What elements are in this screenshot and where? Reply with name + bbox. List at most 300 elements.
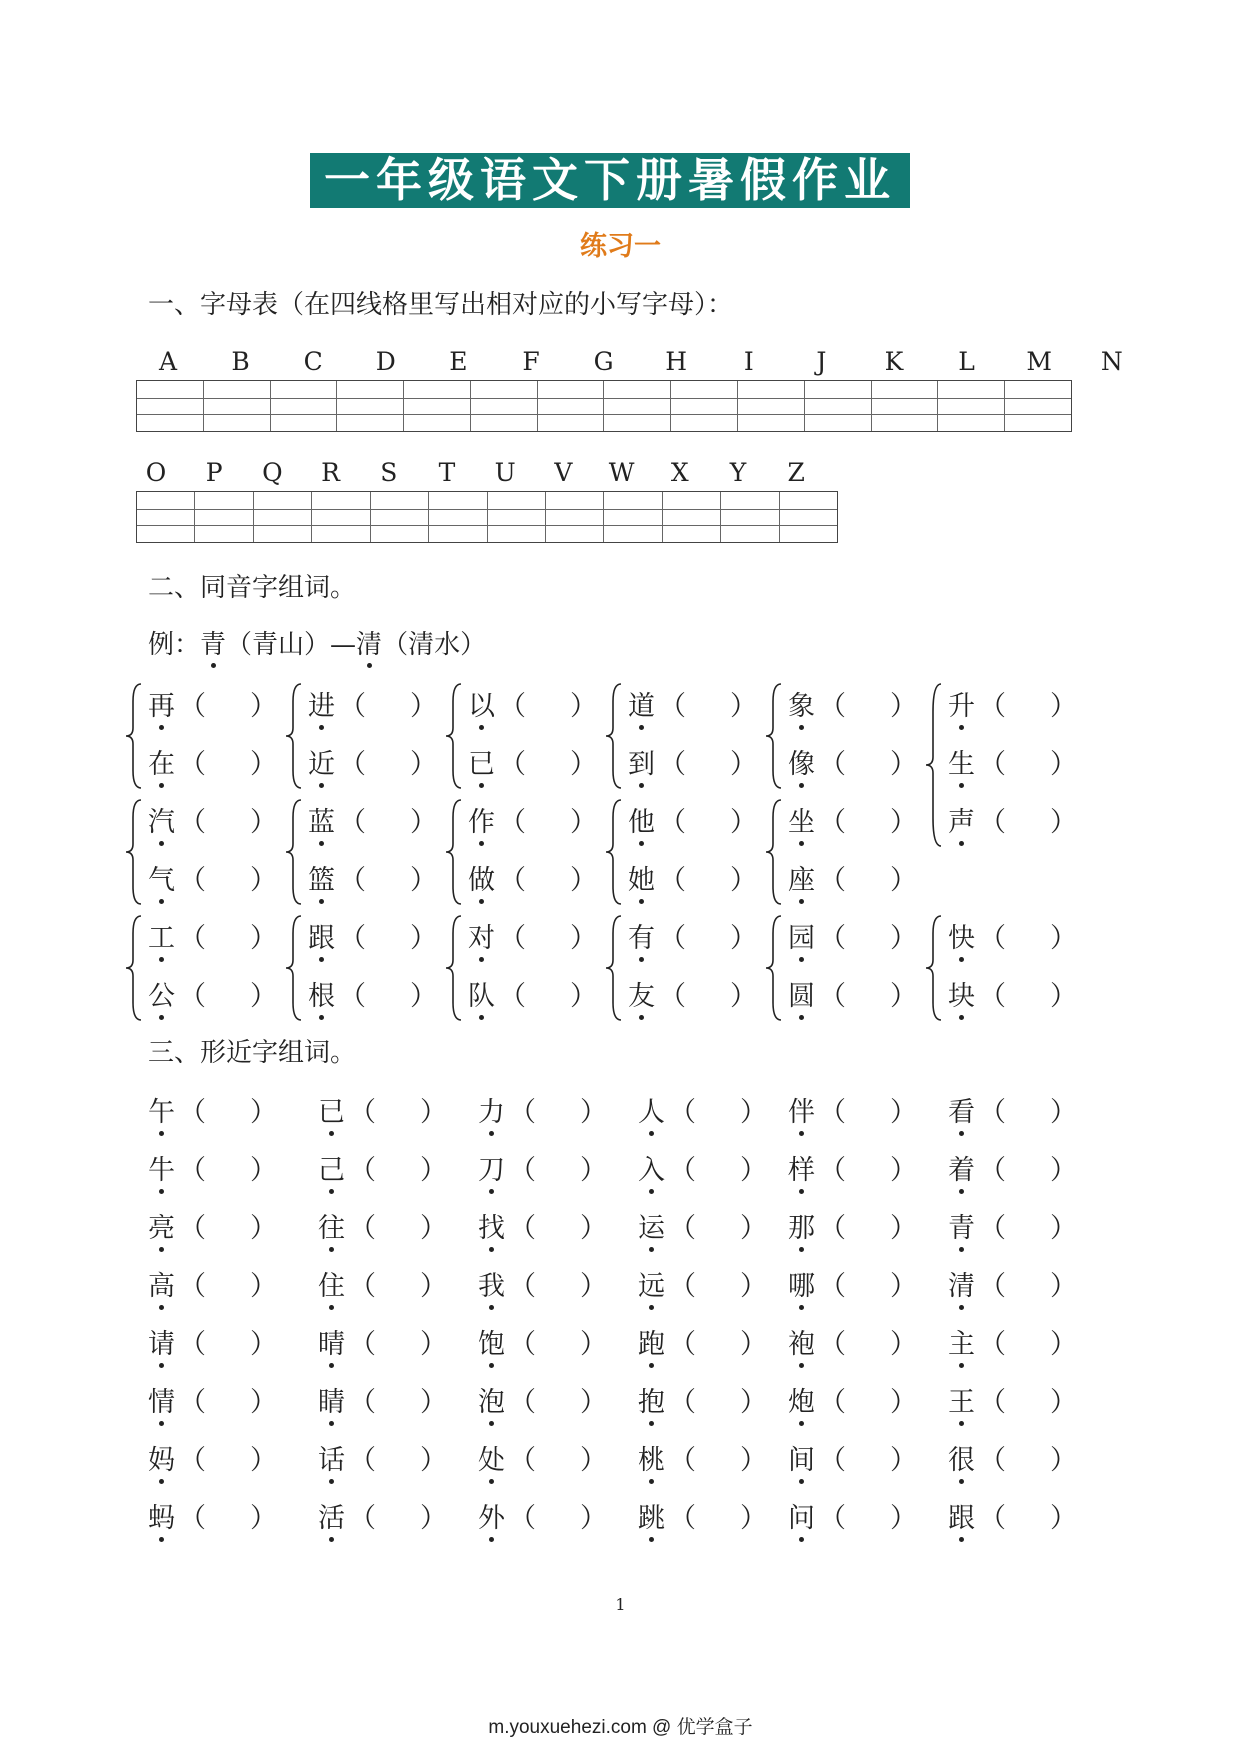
answer-blank[interactable]: （ ） — [819, 1387, 917, 1418]
answer-blank[interactable]: （ ） — [509, 1155, 607, 1186]
page-number: 1 — [615, 1595, 626, 1614]
letter-R: R — [321, 458, 340, 487]
similar-char-item — [948, 1148, 1077, 1187]
brace-icon — [604, 798, 624, 906]
answer-blank[interactable]: （ ） — [349, 1387, 447, 1418]
homophone-item — [948, 916, 1077, 955]
target-char: 进 — [308, 684, 335, 723]
target-char: 园 — [788, 916, 815, 955]
answer-blank[interactable]: （ ） — [979, 1213, 1077, 1244]
target-char: 对 — [468, 916, 495, 955]
target-char: 有 — [628, 916, 655, 955]
answer-blank[interactable]: （ ） — [669, 1097, 767, 1128]
target-char: 座 — [788, 858, 815, 897]
target-char: 跑 — [638, 1322, 665, 1361]
answer-blank[interactable]: （ ） — [979, 1155, 1077, 1186]
homophone-item — [468, 974, 597, 1013]
grid-cell[interactable] — [137, 381, 204, 431]
letter-D: D — [375, 347, 396, 376]
similar-char-item — [948, 1264, 1077, 1303]
example-dash: — — [330, 630, 357, 660]
answer-blank[interactable]: （ ） — [179, 923, 277, 954]
homophone-item — [468, 800, 597, 839]
target-char: 袍 — [788, 1322, 815, 1361]
brace-icon — [444, 682, 464, 790]
answer-blank[interactable]: （ ） — [179, 691, 277, 722]
answer-blank[interactable]: （ ） — [669, 1503, 767, 1534]
answer-blank[interactable]: （ ） — [669, 1445, 767, 1476]
section1-heading: 一、字母表（在四线格里写出相对应的小写字母）： — [148, 290, 734, 320]
letter-I: I — [743, 347, 754, 376]
four-line-grid-2[interactable] — [136, 491, 838, 543]
homophone-item — [788, 742, 917, 781]
answer-blank[interactable]: （ ） — [509, 1213, 607, 1244]
answer-blank[interactable]: （ ） — [349, 1097, 447, 1128]
answer-blank[interactable]: （ ） — [179, 865, 277, 896]
answer-blank[interactable]: （ ） — [979, 807, 1077, 838]
grid-cell[interactable] — [404, 381, 471, 431]
answer-blank[interactable]: （ ） — [499, 865, 597, 896]
answer-blank[interactable]: （ ） — [819, 923, 917, 954]
answer-blank[interactable]: （ ） — [819, 691, 917, 722]
brace-icon — [924, 682, 944, 848]
answer-blank[interactable]: （ ） — [979, 1329, 1077, 1360]
similar-char-item — [148, 1380, 277, 1419]
grid-cell[interactable] — [780, 492, 837, 542]
similar-char-item — [318, 1322, 447, 1361]
answer-blank[interactable]: （ ） — [339, 691, 437, 722]
answer-blank[interactable]: （ ） — [819, 1503, 917, 1534]
answer-blank[interactable]: （ ） — [179, 1213, 277, 1244]
grid-cell[interactable] — [195, 492, 253, 542]
answer-blank[interactable]: （ ） — [659, 691, 757, 722]
answer-blank[interactable]: （ ） — [669, 1213, 767, 1244]
similar-char-item — [318, 1380, 447, 1419]
brace-icon — [284, 682, 304, 790]
letter-B: B — [231, 347, 250, 376]
answer-blank[interactable]: （ ） — [349, 1213, 447, 1244]
letter-X: X — [670, 458, 689, 487]
grid-cell[interactable] — [738, 381, 805, 431]
answer-blank[interactable]: （ ） — [179, 749, 277, 780]
answer-blank[interactable]: （ ） — [349, 1329, 447, 1360]
letter-C: C — [303, 347, 323, 376]
example-char-1: 青 — [200, 624, 226, 661]
answer-blank[interactable]: （ ） — [979, 691, 1077, 722]
brace-icon — [444, 914, 464, 1022]
brace-icon — [604, 914, 624, 1022]
letter-U: U — [494, 458, 516, 487]
target-char: 快 — [948, 916, 975, 955]
similar-char-item — [478, 1438, 607, 1477]
letter-E: E — [449, 347, 468, 376]
brace-icon — [284, 914, 304, 1022]
target-char: 刀 — [478, 1148, 505, 1187]
similar-char-item — [148, 1438, 277, 1477]
homophone-item — [788, 974, 917, 1013]
answer-blank[interactable]: （ ） — [979, 1097, 1077, 1128]
brace-icon — [124, 682, 144, 790]
brace-icon — [444, 798, 464, 906]
target-char: 在 — [148, 742, 175, 781]
target-char: 生 — [948, 742, 975, 781]
similar-char-item — [638, 1206, 767, 1245]
answer-blank[interactable]: （ ） — [819, 981, 917, 1012]
target-char: 伴 — [788, 1090, 815, 1129]
grid-cell[interactable] — [371, 492, 429, 542]
example-char-2: 清 — [356, 624, 382, 661]
answer-blank[interactable]: （ ） — [509, 1503, 607, 1534]
homophone-item — [148, 684, 277, 723]
target-char: 情 — [148, 1380, 175, 1419]
similar-char-item — [148, 1322, 277, 1361]
answer-blank[interactable]: （ ） — [179, 1155, 277, 1186]
answer-blank[interactable]: （ ） — [339, 981, 437, 1012]
answer-blank[interactable]: （ ） — [979, 1503, 1077, 1534]
answer-blank[interactable]: （ ） — [819, 865, 917, 896]
letter-J: J — [816, 347, 827, 376]
letter-K: K — [884, 347, 904, 376]
target-char: 桃 — [638, 1438, 665, 1477]
answer-blank[interactable]: （ ） — [509, 1271, 607, 1302]
grid-cell[interactable] — [538, 381, 605, 431]
letter-S: S — [380, 458, 398, 487]
answer-blank[interactable]: （ ） — [349, 1445, 447, 1476]
target-char: 运 — [638, 1206, 665, 1245]
target-char: 饱 — [478, 1322, 505, 1361]
target-char: 往 — [318, 1206, 345, 1245]
answer-blank[interactable]: （ ） — [979, 923, 1077, 954]
section2-heading: 二、同音字组词。 — [148, 573, 357, 603]
target-char: 已 — [468, 742, 495, 781]
homophone-item — [308, 858, 437, 897]
target-char: 样 — [788, 1148, 815, 1187]
answer-blank[interactable]: （ ） — [179, 1097, 277, 1128]
target-char: 蓝 — [308, 800, 335, 839]
homophone-item — [628, 742, 757, 781]
brace-icon — [604, 682, 624, 790]
grid-cell[interactable] — [604, 381, 671, 431]
answer-blank[interactable]: （ ） — [179, 1445, 277, 1476]
similar-char-item — [948, 1496, 1077, 1535]
similar-char-item — [638, 1438, 767, 1477]
answer-blank[interactable]: （ ） — [179, 1329, 277, 1360]
homophone-item — [468, 684, 597, 723]
answer-blank[interactable]: （ ） — [349, 1271, 447, 1302]
answer-blank[interactable]: （ ） — [349, 1503, 447, 1534]
grid-cell[interactable] — [137, 492, 195, 542]
homophone-item — [148, 858, 277, 897]
grid-cell[interactable] — [254, 492, 312, 542]
brace-icon — [124, 798, 144, 906]
homophone-item — [468, 858, 597, 897]
footer-url: m.youxuehezi.com @ 优学盒子 — [488, 1717, 753, 1738]
target-char: 牛 — [148, 1148, 175, 1187]
homophone-item — [308, 974, 437, 1013]
target-char: 哪 — [788, 1264, 815, 1303]
homophone-item — [468, 742, 597, 781]
target-char: 力 — [478, 1090, 505, 1129]
target-char: 看 — [948, 1090, 975, 1129]
similar-char-item — [788, 1148, 917, 1187]
homophone-item — [628, 684, 757, 723]
answer-blank[interactable]: （ ） — [339, 923, 437, 954]
similar-char-item — [788, 1380, 917, 1419]
answer-blank[interactable]: （ ） — [659, 923, 757, 954]
letter-G: G — [593, 347, 614, 376]
target-char: 处 — [478, 1438, 505, 1477]
homophone-item — [948, 974, 1077, 1013]
answer-blank[interactable]: （ ） — [819, 1445, 917, 1476]
answer-blank[interactable]: （ ） — [669, 1329, 767, 1360]
grid-cell[interactable] — [604, 492, 662, 542]
target-char: 主 — [948, 1322, 975, 1361]
answer-blank[interactable]: （ ） — [179, 1503, 277, 1534]
answer-blank[interactable]: （ ） — [819, 1329, 917, 1360]
grid-cell[interactable] — [938, 381, 1005, 431]
grid-cell[interactable] — [312, 492, 370, 542]
answer-blank[interactable]: （ ） — [179, 807, 277, 838]
grid-cell[interactable] — [805, 381, 872, 431]
brace-icon — [764, 798, 784, 906]
similar-char-item — [788, 1496, 917, 1535]
target-char: 她 — [628, 858, 655, 897]
homophone-item — [308, 916, 437, 955]
similar-char-item — [318, 1206, 447, 1245]
grid-cell[interactable] — [671, 381, 738, 431]
answer-blank[interactable]: （ ） — [499, 749, 597, 780]
target-char: 跳 — [638, 1496, 665, 1535]
example-word-2: （清水） — [382, 630, 487, 660]
target-char: 公 — [148, 974, 175, 1013]
grid-cell[interactable] — [204, 381, 271, 431]
similar-char-item — [318, 1090, 447, 1129]
target-char: 圆 — [788, 974, 815, 1013]
brace-icon — [124, 914, 144, 1022]
answer-blank[interactable]: （ ） — [979, 981, 1077, 1012]
homophone-item — [788, 858, 917, 897]
target-char: 像 — [788, 742, 815, 781]
homophone-item — [628, 974, 757, 1013]
similar-char-item — [318, 1496, 447, 1535]
similar-char-item — [478, 1090, 607, 1129]
target-char: 再 — [148, 684, 175, 723]
answer-blank[interactable]: （ ） — [659, 749, 757, 780]
answer-blank[interactable]: （ ） — [349, 1155, 447, 1186]
homophone-item — [308, 800, 437, 839]
homophone-item — [948, 800, 1077, 839]
similar-char-item — [148, 1090, 277, 1129]
letter-H: H — [665, 347, 688, 376]
answer-blank[interactable]: （ ） — [499, 691, 597, 722]
letter-T: T — [438, 458, 456, 487]
four-line-grid-1[interactable] — [136, 380, 1072, 432]
target-char: 块 — [948, 974, 975, 1013]
target-char: 住 — [318, 1264, 345, 1303]
example-line — [148, 624, 486, 661]
answer-blank[interactable]: （ ） — [659, 981, 757, 1012]
brace-icon — [764, 682, 784, 790]
target-char: 话 — [318, 1438, 345, 1477]
target-char: 找 — [478, 1206, 505, 1245]
similar-char-item — [638, 1496, 767, 1535]
similar-char-item — [948, 1322, 1077, 1361]
answer-blank[interactable]: （ ） — [509, 1445, 607, 1476]
homophone-item — [628, 858, 757, 897]
target-char: 入 — [638, 1148, 665, 1187]
answer-blank[interactable]: （ ） — [659, 807, 757, 838]
similar-char-item — [788, 1264, 917, 1303]
target-char: 我 — [478, 1264, 505, 1303]
target-char: 王 — [948, 1380, 975, 1419]
homophone-item — [308, 684, 437, 723]
similar-char-item — [638, 1322, 767, 1361]
similar-char-item — [318, 1438, 447, 1477]
target-char: 汽 — [148, 800, 175, 839]
similar-char-item — [948, 1090, 1077, 1129]
target-char: 坐 — [788, 800, 815, 839]
answer-blank[interactable]: （ ） — [979, 1271, 1077, 1302]
target-char: 跟 — [948, 1496, 975, 1535]
target-char: 远 — [638, 1264, 665, 1303]
letter-W: W — [608, 458, 635, 487]
target-char: 亮 — [148, 1206, 175, 1245]
homophone-item — [148, 800, 277, 839]
similar-char-item — [478, 1148, 607, 1187]
target-char: 篮 — [308, 858, 335, 897]
target-char: 近 — [308, 742, 335, 781]
letter-A: A — [158, 347, 178, 376]
target-char: 作 — [468, 800, 495, 839]
letter-Z: Z — [787, 458, 805, 487]
target-char: 根 — [308, 974, 335, 1013]
target-char: 间 — [788, 1438, 815, 1477]
target-char: 象 — [788, 684, 815, 723]
target-char: 高 — [148, 1264, 175, 1303]
grid-cell[interactable] — [872, 381, 939, 431]
grid-cell[interactable] — [546, 492, 604, 542]
page-title: 一年级语文下册暑假作业 — [310, 153, 910, 208]
similar-char-item — [788, 1206, 917, 1245]
homophone-item — [788, 684, 917, 723]
answer-blank[interactable]: （ ） — [819, 1155, 917, 1186]
grid-cell[interactable] — [429, 492, 487, 542]
example-prefix: 例： — [148, 630, 201, 660]
target-char: 午 — [148, 1090, 175, 1129]
target-char: 请 — [148, 1322, 175, 1361]
answer-blank[interactable]: （ ） — [499, 923, 597, 954]
answer-blank[interactable]: （ ） — [179, 981, 277, 1012]
target-char: 到 — [628, 742, 655, 781]
target-char: 做 — [468, 858, 495, 897]
letter-Y: Y — [729, 458, 747, 487]
homophone-item — [788, 800, 917, 839]
similar-char-item — [638, 1380, 767, 1419]
answer-blank[interactable]: （ ） — [179, 1271, 277, 1302]
letter-N: N — [1100, 347, 1123, 376]
similar-char-item — [638, 1264, 767, 1303]
answer-blank[interactable]: （ ） — [339, 749, 437, 780]
answer-blank[interactable]: （ ） — [179, 1387, 277, 1418]
target-char: 泡 — [478, 1380, 505, 1419]
target-char: 活 — [318, 1496, 345, 1535]
answer-blank[interactable]: （ ） — [509, 1329, 607, 1360]
target-char: 以 — [468, 684, 495, 723]
grid-cell[interactable] — [1005, 381, 1071, 431]
grid-cell[interactable] — [663, 492, 721, 542]
grid-cell[interactable] — [271, 381, 338, 431]
brace-icon — [764, 914, 784, 1022]
answer-blank[interactable]: （ ） — [669, 1271, 767, 1302]
answer-blank[interactable]: （ ） — [819, 749, 917, 780]
target-char: 人 — [638, 1090, 665, 1129]
similar-char-item — [788, 1322, 917, 1361]
grid-cell[interactable] — [721, 492, 779, 542]
target-char: 外 — [478, 1496, 505, 1535]
similar-char-item — [788, 1438, 917, 1477]
target-char: 蚂 — [148, 1496, 175, 1535]
letter-O: O — [145, 458, 167, 487]
target-char: 友 — [628, 974, 655, 1013]
letter-Q: Q — [262, 458, 283, 487]
target-char: 己 — [318, 1148, 345, 1187]
answer-blank[interactable]: （ ） — [979, 1445, 1077, 1476]
example-word-1: （青山） — [226, 630, 331, 660]
grid-cell[interactable] — [488, 492, 546, 542]
homophone-item — [308, 742, 437, 781]
similar-char-item — [948, 1438, 1077, 1477]
target-char: 着 — [948, 1148, 975, 1187]
target-char: 升 — [948, 684, 975, 723]
homophone-item — [788, 916, 917, 955]
answer-blank[interactable]: （ ） — [819, 807, 917, 838]
answer-blank[interactable]: （ ） — [979, 749, 1077, 780]
answer-blank[interactable]: （ ） — [659, 865, 757, 896]
answer-blank[interactable]: （ ） — [509, 1387, 607, 1418]
exercise-subtitle: 练习一 — [580, 231, 661, 262]
letter-F: F — [522, 347, 540, 376]
target-char: 炮 — [788, 1380, 815, 1419]
answer-blank[interactable]: （ ） — [819, 1213, 917, 1244]
letter-M: M — [1026, 347, 1052, 376]
target-char: 晴 — [318, 1322, 345, 1361]
answer-blank[interactable]: （ ） — [669, 1387, 767, 1418]
answer-blank[interactable]: （ ） — [499, 981, 597, 1012]
answer-blank[interactable]: （ ） — [819, 1097, 917, 1128]
answer-blank[interactable]: （ ） — [669, 1155, 767, 1186]
similar-char-item — [318, 1264, 447, 1303]
answer-blank[interactable]: （ ） — [509, 1097, 607, 1128]
letter-L: L — [958, 347, 975, 376]
answer-blank[interactable]: （ ） — [339, 865, 437, 896]
similar-char-item — [478, 1380, 607, 1419]
target-char: 工 — [148, 916, 175, 955]
grid-cell[interactable] — [337, 381, 404, 431]
target-char: 妈 — [148, 1438, 175, 1477]
target-char: 道 — [628, 684, 655, 723]
target-char: 抱 — [638, 1380, 665, 1419]
answer-blank[interactable]: （ ） — [499, 807, 597, 838]
target-char: 很 — [948, 1438, 975, 1477]
answer-blank[interactable]: （ ） — [339, 807, 437, 838]
answer-blank[interactable]: （ ） — [819, 1271, 917, 1302]
answer-blank[interactable]: （ ） — [979, 1387, 1077, 1418]
target-char: 他 — [628, 800, 655, 839]
similar-char-item — [478, 1322, 607, 1361]
similar-char-item — [148, 1148, 277, 1187]
homophone-item — [948, 742, 1077, 781]
grid-cell[interactable] — [471, 381, 538, 431]
